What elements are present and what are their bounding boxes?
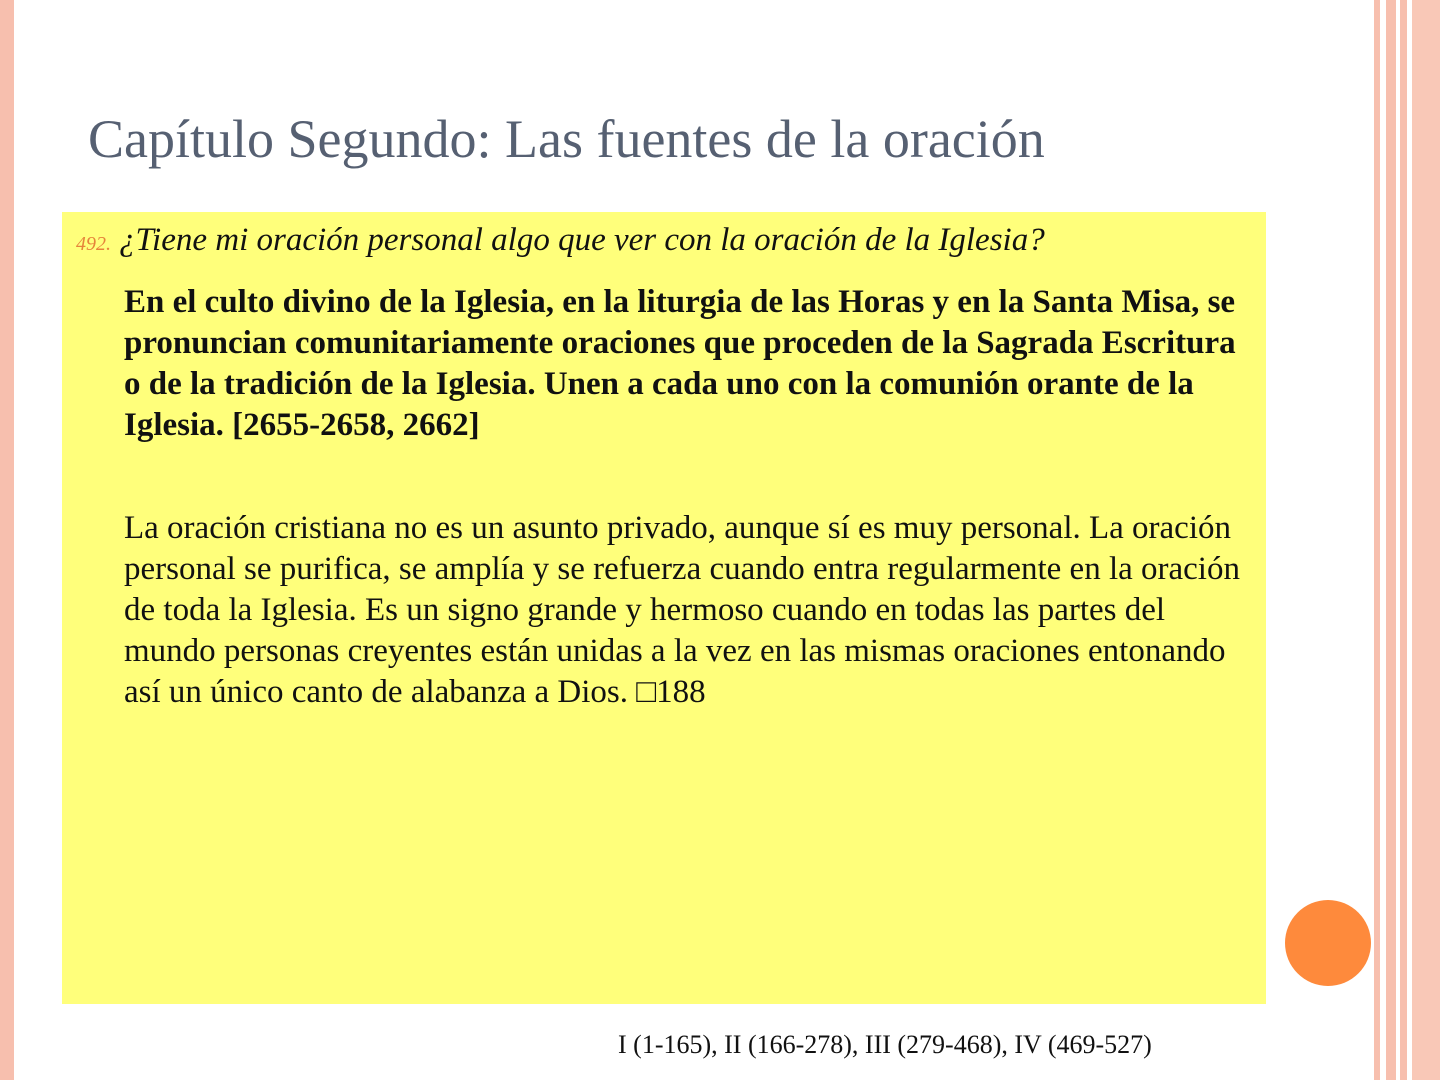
slide-title: Capítulo Segundo: Las fuentes de la oración <box>88 109 1045 169</box>
orange-circle-decoration <box>1285 900 1371 986</box>
stripe <box>1386 0 1396 1080</box>
answer-bold-text: En el culto divino de la Iglesia, en la liturgia de las Horas y en la Santa Misa, se pronuncian comunitariamente oraciones que proceden de la Sagrada Escritura o de la tradición de la Iglesia. Unen a cada uno con la comunión orante de la Iglesia. [2655-2658, 2662] <box>124 284 1236 443</box>
stripe <box>1412 0 1440 1080</box>
explanation-text: La oración cristiana no es un asunto privado, aunque sí es muy personal. La oración personal se purifica, se amplía y se refuerza cuando entra regularmente en la oración de toda la Iglesia. Es un signo grande y hermoso cuando en todas las partes del mundo personas creyentes están unidas a la vez en las mismas oraciones entonando así un único canto de alabanza a Dios. □188 <box>124 510 1240 710</box>
question-row <box>76 222 1045 259</box>
left-border-decoration <box>0 0 14 1080</box>
question-number: 492. <box>76 233 111 255</box>
question-text: ¿Tiene mi oración personal algo que ver con la oración de la Iglesia? <box>119 222 1045 258</box>
footer-part-index: I (1-165), II (166-278), III (279-468), IV (469-527) <box>618 1030 1152 1059</box>
content-box <box>62 212 1266 1004</box>
stripe <box>1374 0 1380 1080</box>
stripe <box>1400 0 1407 1080</box>
right-stripes-decoration <box>1374 0 1440 1080</box>
